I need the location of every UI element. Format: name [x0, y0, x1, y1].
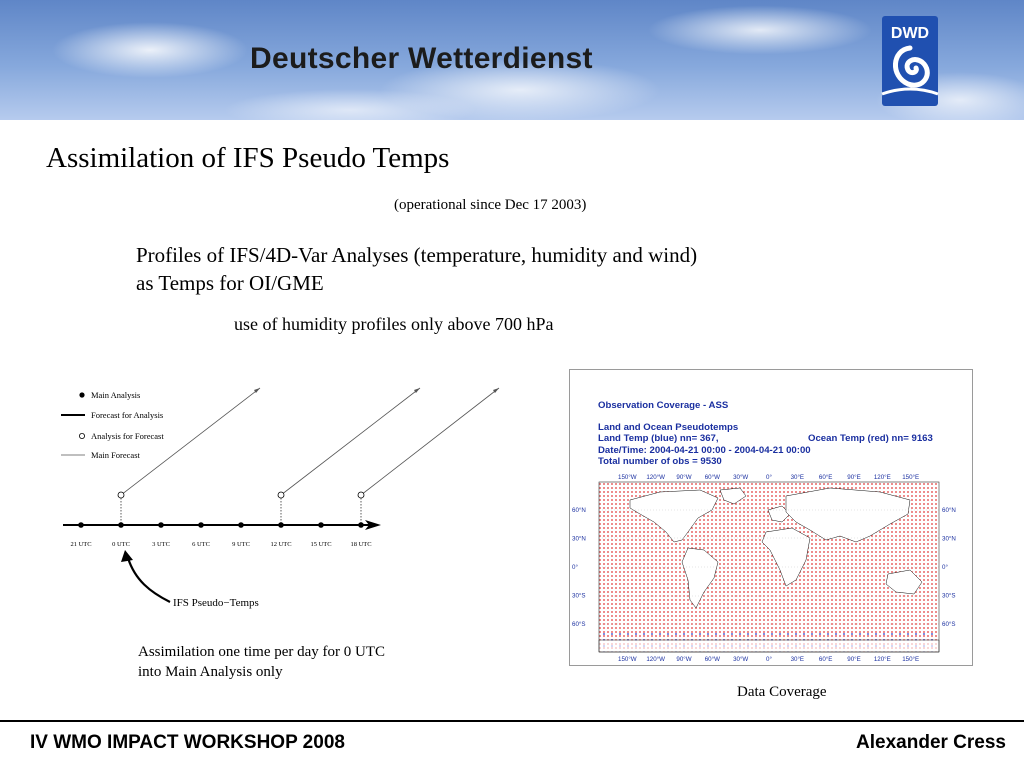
timeline-label: 9 UTC — [232, 541, 250, 548]
analysis-for-forecast-12utc — [278, 492, 284, 498]
longitude-labels-bottom — [618, 656, 919, 663]
timeline-point — [318, 522, 324, 528]
legend-main-forecast: Main Forecast — [91, 450, 140, 460]
legend-forecast-for-analysis: Forecast for Analysis — [91, 410, 164, 420]
legend-analysis-for-forecast: Analysis for Forecast — [91, 431, 164, 441]
timeline-label: 3 UTC — [152, 541, 170, 548]
timeline-point — [358, 522, 364, 528]
latitude-label: 30°N — [942, 535, 956, 543]
org-name: Deutscher Wetterdienst — [250, 42, 593, 75]
timeline-point — [158, 522, 164, 528]
pseudo-temps-label: IFS Pseudo−Temps — [173, 597, 259, 609]
latitude-labels-left — [572, 507, 586, 628]
slide-title: Assimilation of IFS Pseudo Temps — [46, 142, 450, 174]
longitude-label: 90°W — [676, 656, 692, 663]
logo-text: DWD — [890, 25, 930, 42]
slide-subtitle: (operational since Dec 17 2003) — [394, 197, 587, 213]
longitude-label: 60°W — [704, 656, 720, 663]
longitude-label: 30°W — [733, 474, 749, 481]
profiles-line-2: as Temps for OI/GME — [136, 271, 324, 295]
coverage-map-title: Observation Coverage - ASS — [598, 400, 729, 411]
profiles-line-1: Profiles of IFS/4D-Var Analyses (temperature, humidity and wind) — [136, 243, 698, 267]
pseudo-temps-pointer — [128, 558, 170, 602]
timeline-point — [78, 522, 84, 528]
legend-analysis-for-forecast-marker — [79, 433, 84, 438]
assimilation-timeline-diagram — [55, 380, 515, 620]
coverage-map-subtitle: Land and Ocean Pseudotemps — [598, 421, 739, 433]
footer-event: IV WMO IMPACT WORKSHOP 2008 — [30, 732, 345, 753]
longitude-label: 60°E — [818, 656, 833, 663]
longitude-label: 150°E — [902, 474, 920, 481]
coverage-date-time: Date/Time: 2004-04-21 00:00 - 2004-04-21 00:00 — [598, 444, 811, 456]
timeline-labels — [70, 541, 371, 548]
longitude-label: 120°E — [873, 656, 891, 663]
longitude-label: 30°E — [790, 474, 805, 481]
longitude-label: 30°E — [790, 656, 805, 663]
footer-author: Alexander Cress — [856, 732, 1006, 753]
timeline-point — [278, 522, 284, 528]
timeline-label: 18 UTC — [350, 541, 372, 548]
latitude-label: 30°S — [572, 592, 586, 600]
antarctica — [599, 640, 939, 652]
latitude-label: 60°S — [572, 621, 586, 628]
dwd-logo — [870, 14, 950, 110]
longitude-label: 60°W — [704, 474, 720, 481]
legend-main-analysis: Main Analysis — [91, 390, 141, 400]
coverage-map-info — [598, 400, 933, 468]
longitude-label: 60°E — [818, 474, 833, 481]
ocean-temp-count: Ocean Temp (red) nn= 9163 — [808, 433, 933, 444]
latitude-label: 30°N — [572, 535, 586, 543]
timeline-label: 21 UTC — [70, 541, 92, 548]
longitude-label: 150°W — [618, 474, 637, 481]
main-forecast-arrow-12utc — [281, 388, 420, 495]
longitude-labels-top — [618, 474, 919, 481]
timeline-point — [198, 522, 204, 528]
latitude-label: 0° — [572, 564, 578, 571]
longitude-label: 120°E — [873, 474, 891, 481]
timeline-label: 15 UTC — [310, 541, 332, 548]
longitude-label: 90°W — [676, 474, 692, 481]
longitude-label: 90°E — [847, 656, 861, 663]
timeline-label: 6 UTC — [192, 541, 210, 548]
longitude-label: 30°W — [733, 656, 749, 663]
longitude-label: 150°W — [618, 656, 637, 663]
longitude-label: 0° — [766, 474, 772, 481]
timeline-point — [118, 522, 124, 528]
coverage-world-map — [570, 470, 970, 665]
longitude-label: 90°E — [847, 474, 861, 481]
latitude-label: 0° — [942, 564, 948, 571]
main-forecast-arrow-18utc — [361, 388, 499, 495]
longitude-label: 120°W — [646, 474, 665, 481]
longitude-label: 0° — [766, 656, 772, 663]
latitude-labels-right — [942, 507, 956, 628]
timeline-label: 12 UTC — [270, 541, 292, 548]
longitude-label: 120°W — [646, 656, 665, 663]
coverage-total-obs: Total number of obs = 9530 — [598, 456, 722, 467]
latitude-label: 60°S — [942, 621, 956, 628]
map-caption: Data Coverage — [737, 684, 827, 700]
assimilation-note-line-1: Assimilation one time per day for 0 UTC — [138, 644, 386, 660]
main-forecast-arrow-0utc — [121, 388, 260, 495]
land-temp-count: Land Temp (blue) nn= 367, — [598, 433, 719, 444]
humidity-note: use of humidity profiles only above 700 hPa — [234, 314, 554, 334]
footer-rule — [0, 720, 1024, 722]
latitude-label: 60°N — [942, 507, 956, 514]
legend-main-analysis-marker — [79, 392, 84, 397]
assimilation-note-line-2: into Main Analysis only — [138, 664, 283, 680]
assimilation-note — [138, 642, 385, 682]
latitude-label: 30°S — [942, 592, 956, 600]
header-banner — [0, 0, 1024, 120]
timeline-label: 0 UTC — [112, 541, 130, 548]
longitude-label: 150°E — [902, 656, 920, 663]
profiles-text — [136, 241, 856, 297]
latitude-label: 60°N — [572, 507, 586, 514]
timeline-point — [238, 522, 244, 528]
analysis-for-forecast-18utc — [358, 492, 364, 498]
analysis-for-forecast-0utc — [118, 492, 124, 498]
